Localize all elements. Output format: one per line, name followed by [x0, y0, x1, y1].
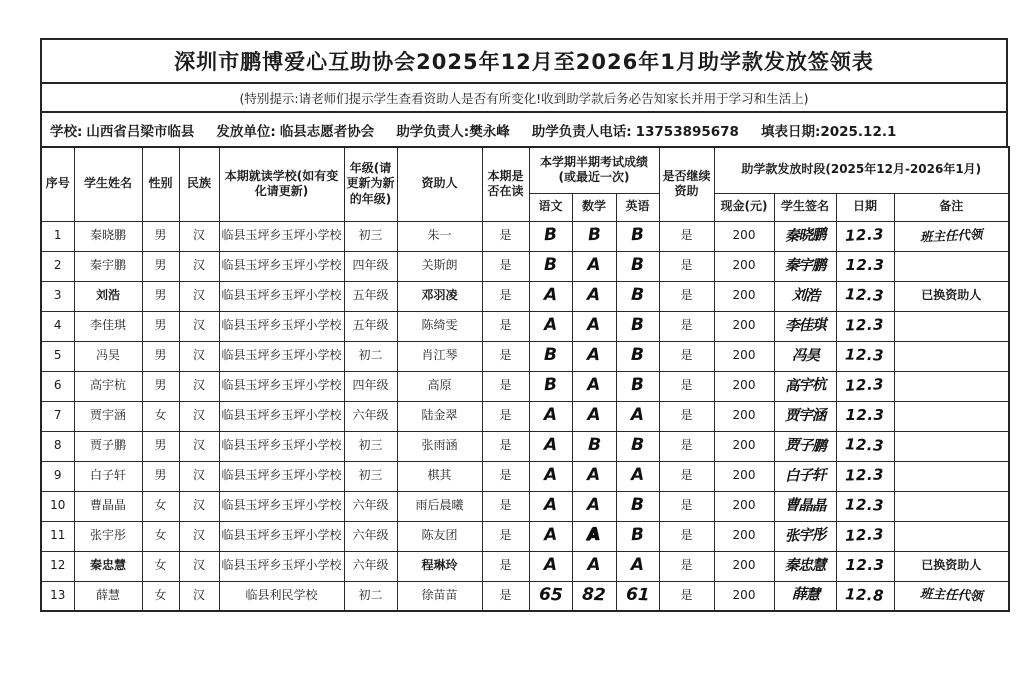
cell-remark [894, 311, 1009, 341]
cell-remark [894, 521, 1009, 551]
cell-date: 12.3 [836, 461, 894, 491]
table-row [41, 581, 1009, 611]
cell-school: 临县玉坪乡玉坪小学校 [219, 341, 344, 371]
cell-date: 12.3 [836, 281, 894, 311]
cell-score-english: B [616, 491, 659, 521]
info-phone [532, 120, 739, 140]
cell-remark [894, 461, 1009, 491]
cell-score-math: A [572, 461, 616, 491]
cell-gender: 男 [142, 281, 179, 311]
cell-school: 临县玉坪乡玉坪小学校 [219, 551, 344, 581]
col-header-school: 本期就读学校(如有变化请更新) [219, 147, 344, 221]
cell-remark: 班主任代领 [894, 221, 1009, 251]
cell-score-english: A [616, 401, 659, 431]
cell-gender: 男 [142, 461, 179, 491]
cell-score-math: A [572, 341, 616, 371]
cell-signature: 张宇彤 [774, 521, 836, 551]
cell-signature: 秦晓鹏 [774, 221, 836, 251]
cell-no: 4 [41, 311, 74, 341]
cell-school: 临县玉坪乡玉坪小学校 [219, 461, 344, 491]
cell-student-name: 秦忠慧 [74, 551, 142, 581]
info-fill-date-label: 填表日期: [760, 123, 821, 140]
cell-continue-funding: 是 [659, 341, 714, 371]
cell-student-name: 刘浩 [74, 281, 142, 311]
cell-student-name: 贾宇涵 [74, 401, 142, 431]
cell-signature: 白子轩 [774, 461, 836, 491]
cell-gender: 女 [142, 401, 179, 431]
cell-score-math: A [572, 551, 616, 581]
cell-remark [894, 251, 1009, 281]
cell-no: 11 [41, 521, 74, 551]
cell-cash: 200 [714, 551, 774, 581]
student-aid-table [40, 146, 1010, 612]
cell-signature: 高宇杭 [774, 371, 836, 401]
cell-enrolled: 是 [482, 491, 529, 521]
cell-gender: 男 [142, 251, 179, 281]
cell-grade: 初二 [344, 581, 397, 611]
info-fill-date-value: 2025.12.1 [820, 123, 897, 140]
info-issuer-value: 临县志愿者协会 [279, 123, 375, 140]
cell-signature: 秦宇鹏 [774, 251, 836, 281]
cell-date: 12.3 [836, 491, 894, 521]
cell-score-english: B [616, 311, 659, 341]
cell-score-chinese: A [529, 551, 572, 581]
cell-student-name: 薛慧 [74, 581, 142, 611]
col-header-gender: 性别 [142, 147, 179, 221]
cell-gender: 女 [142, 521, 179, 551]
cell-signature: 刘浩 [774, 281, 836, 311]
table-row [41, 281, 1009, 311]
cell-date: 12.3 [836, 371, 894, 401]
cell-grade: 五年级 [344, 311, 397, 341]
cell-continue-funding: 是 [659, 281, 714, 311]
cell-ethnicity: 汉 [179, 521, 219, 551]
cell-cash: 200 [714, 461, 774, 491]
cell-continue-funding: 是 [659, 311, 714, 341]
cell-score-english: B [616, 341, 659, 371]
cell-continue-funding: 是 [659, 371, 714, 401]
cell-gender: 女 [142, 551, 179, 581]
cell-date: 12.3 [836, 551, 894, 581]
cell-no: 8 [41, 431, 74, 461]
cell-score-english: B [616, 251, 659, 281]
cell-continue-funding: 是 [659, 521, 714, 551]
cell-sponsor: 陈友团 [397, 521, 482, 551]
table-header [41, 147, 1009, 221]
col-header-continue-funding: 是否继续资助 [659, 147, 714, 221]
cell-score-chinese: A [529, 311, 572, 341]
cell-school: 临县玉坪乡玉坪小学校 [219, 491, 344, 521]
cell-school: 临县玉坪乡玉坪小学校 [219, 401, 344, 431]
cell-score-chinese: A [529, 401, 572, 431]
cell-student-name: 李佳琪 [74, 311, 142, 341]
cell-date: 12.3 [836, 521, 894, 551]
cell-continue-funding: 是 [659, 251, 714, 281]
cell-gender: 女 [142, 491, 179, 521]
col-header-ethnicity: 民族 [179, 147, 219, 221]
cell-continue-funding: 是 [659, 461, 714, 491]
cell-student-name: 白子轩 [74, 461, 142, 491]
info-school-value: 山西省吕梁市临县 [86, 123, 195, 140]
cell-enrolled: 是 [482, 521, 529, 551]
cell-remark [894, 401, 1009, 431]
info-manager-label: 助学负责人: [396, 123, 470, 140]
col-header-payment-group: 助学款发放时段(2025年12月-2026年1月) [714, 147, 1009, 193]
cell-score-english: A [616, 551, 659, 581]
cell-cash: 200 [714, 581, 774, 611]
cell-remark [894, 431, 1009, 461]
cell-no: 1 [41, 221, 74, 251]
cell-gender: 男 [142, 311, 179, 341]
cell-grade: 四年级 [344, 251, 397, 281]
cell-enrolled: 是 [482, 551, 529, 581]
cell-score-chinese: B [529, 341, 572, 371]
cell-signature: 李佳琪 [774, 311, 836, 341]
col-header-enrolled: 本期是否在读 [482, 147, 529, 221]
cell-cash: 200 [714, 341, 774, 371]
table-row [41, 491, 1009, 521]
cell-school: 临县利民学校 [219, 581, 344, 611]
cell-score-chinese: A [529, 491, 572, 521]
cell-cash: 200 [714, 521, 774, 551]
col-header-chinese: 语文 [529, 193, 572, 221]
cell-no: 5 [41, 341, 74, 371]
col-header-date: 日期 [836, 193, 894, 221]
cell-school: 临县玉坪乡玉坪小学校 [219, 311, 344, 341]
cell-gender: 男 [142, 371, 179, 401]
cell-cash: 200 [714, 311, 774, 341]
cell-student-name: 贾子鹏 [74, 431, 142, 461]
col-header-no: 序号 [41, 147, 74, 221]
table-row [41, 371, 1009, 401]
info-school [50, 120, 194, 140]
cell-cash: 200 [714, 401, 774, 431]
table-row [41, 341, 1009, 371]
cell-score-chinese: B [529, 371, 572, 401]
cell-student-name: 张宇彤 [74, 521, 142, 551]
cell-sponsor: 朱一 [397, 221, 482, 251]
cell-no: 10 [41, 491, 74, 521]
cell-ethnicity: 汉 [179, 281, 219, 311]
cell-date: 12.3 [836, 401, 894, 431]
cell-enrolled: 是 [482, 311, 529, 341]
cell-score-math: A [572, 371, 616, 401]
table-row [41, 401, 1009, 431]
form-title: 深圳市鹏博爱心互助协会2025年12月至2026年1月助学款发放签领表 [42, 40, 1006, 84]
cell-student-name: 曹晶晶 [74, 491, 142, 521]
col-header-english: 英语 [616, 193, 659, 221]
cell-score-english: 61 [616, 581, 659, 611]
cell-gender: 男 [142, 221, 179, 251]
cell-score-english: B [616, 371, 659, 401]
cell-no: 13 [41, 581, 74, 611]
cell-score-math: A [572, 311, 616, 341]
cell-continue-funding: 是 [659, 551, 714, 581]
cell-remark [894, 371, 1009, 401]
info-phone-value: 13753895678 [635, 123, 739, 140]
col-header-grade: 年级(请更新为新的年级) [344, 147, 397, 221]
cell-score-english: B [616, 521, 659, 551]
cell-ethnicity: 汉 [179, 341, 219, 371]
cell-grade: 初三 [344, 431, 397, 461]
cell-signature: 贾子鹏 [774, 431, 836, 461]
cell-ethnicity: 汉 [179, 311, 219, 341]
cell-score-math: A [572, 251, 616, 281]
cell-score-math: A [572, 491, 616, 521]
cell-date: 12.3 [836, 251, 894, 281]
cell-date: 12.3 [836, 431, 894, 461]
cell-sponsor: 陈绮雯 [397, 311, 482, 341]
cell-ethnicity: 汉 [179, 371, 219, 401]
cell-sponsor: 高原 [397, 371, 482, 401]
cell-gender: 男 [142, 431, 179, 461]
cell-score-chinese: B [529, 251, 572, 281]
cell-date: 12.3 [836, 311, 894, 341]
cell-sponsor: 肖江琴 [397, 341, 482, 371]
cell-no: 9 [41, 461, 74, 491]
cell-score-math: B [572, 221, 616, 251]
cell-signature: 曹晶晶 [774, 491, 836, 521]
cell-grade: 初三 [344, 221, 397, 251]
cell-ethnicity: 汉 [179, 461, 219, 491]
cell-no: 7 [41, 401, 74, 431]
table-row [41, 251, 1009, 281]
cell-school: 临县玉坪乡玉坪小学校 [219, 281, 344, 311]
cell-remark [894, 341, 1009, 371]
cell-score-english: B [616, 431, 659, 461]
cell-sponsor: 邓羽凌 [397, 281, 482, 311]
cell-score-math: A [572, 401, 616, 431]
info-phone-label: 助学负责人电话: [531, 123, 632, 140]
cell-signature: 秦忠慧 [774, 551, 836, 581]
cell-school: 临县玉坪乡玉坪小学校 [219, 431, 344, 461]
cell-school: 临县玉坪乡玉坪小学校 [219, 371, 344, 401]
cell-gender: 男 [142, 341, 179, 371]
col-header-signature: 学生签名 [774, 193, 836, 221]
cell-sponsor: 雨后晨曦 [397, 491, 482, 521]
cell-grade: 六年级 [344, 521, 397, 551]
cell-cash: 200 [714, 491, 774, 521]
cell-score-chinese: 65 [529, 581, 572, 611]
cell-school: 临县玉坪乡玉坪小学校 [219, 251, 344, 281]
cell-cash: 200 [714, 221, 774, 251]
form-info-row [42, 113, 1006, 146]
cell-grade: 六年级 [344, 551, 397, 581]
form-notice: (特别提示:请老师们提示学生查看资助人是否有所变化!收到助学款后务必告知家长并用于学习和生活上) [42, 84, 1006, 113]
cell-ethnicity: 汉 [179, 251, 219, 281]
cell-score-english: B [616, 221, 659, 251]
cell-enrolled: 是 [482, 221, 529, 251]
cell-enrolled: 是 [482, 371, 529, 401]
cell-continue-funding: 是 [659, 221, 714, 251]
cell-no: 12 [41, 551, 74, 581]
cell-student-name: 高宇杭 [74, 371, 142, 401]
cell-score-chinese: A [529, 461, 572, 491]
cell-score-math: B [572, 431, 616, 461]
cell-sponsor: 程琳玲 [397, 551, 482, 581]
col-header-student-name: 学生姓名 [74, 147, 142, 221]
cell-grade: 六年级 [344, 401, 397, 431]
cell-sponsor: 徐苗苗 [397, 581, 482, 611]
cell-signature: 薛慧 [774, 581, 836, 611]
cell-enrolled: 是 [482, 251, 529, 281]
cell-date: 12.3 [836, 221, 894, 251]
info-fill-date [761, 120, 896, 140]
cell-student-name: 秦宇鹏 [74, 251, 142, 281]
cell-student-name: 冯昊 [74, 341, 142, 371]
cell-score-english: B [616, 281, 659, 311]
cell-enrolled: 是 [482, 581, 529, 611]
info-manager [396, 120, 509, 140]
table-row [41, 311, 1009, 341]
cell-ethnicity: 汉 [179, 581, 219, 611]
cell-continue-funding: 是 [659, 581, 714, 611]
cell-sponsor: 关斯朗 [397, 251, 482, 281]
table-row [41, 521, 1009, 551]
cell-score-math: A [572, 521, 616, 551]
cell-ethnicity: 汉 [179, 551, 219, 581]
cell-grade: 六年级 [344, 491, 397, 521]
cell-sponsor: 棋其 [397, 461, 482, 491]
cell-grade: 四年级 [344, 371, 397, 401]
cell-ethnicity: 汉 [179, 221, 219, 251]
cell-enrolled: 是 [482, 341, 529, 371]
cell-grade: 初三 [344, 461, 397, 491]
cell-student-name: 秦晓鹏 [74, 221, 142, 251]
cell-cash: 200 [714, 251, 774, 281]
cell-remark [894, 491, 1009, 521]
scanned-form-sheet [40, 38, 1008, 612]
cell-school: 临县玉坪乡玉坪小学校 [219, 521, 344, 551]
cell-score-math: 82 [572, 581, 616, 611]
cell-score-chinese: A [529, 281, 572, 311]
cell-grade: 五年级 [344, 281, 397, 311]
cell-gender: 女 [142, 581, 179, 611]
cell-enrolled: 是 [482, 401, 529, 431]
cell-ethnicity: 汉 [179, 431, 219, 461]
cell-score-chinese: A [529, 431, 572, 461]
cell-ethnicity: 汉 [179, 401, 219, 431]
cell-school: 临县玉坪乡玉坪小学校 [219, 221, 344, 251]
table-row [41, 221, 1009, 251]
cell-continue-funding: 是 [659, 491, 714, 521]
info-manager-value: 樊永峰 [469, 123, 510, 140]
cell-no: 2 [41, 251, 74, 281]
cell-score-math: A [572, 281, 616, 311]
info-issuer [216, 120, 374, 140]
cell-no: 3 [41, 281, 74, 311]
cell-no: 6 [41, 371, 74, 401]
cell-grade: 初二 [344, 341, 397, 371]
info-issuer-label: 发放单位: [216, 123, 276, 140]
table-row [41, 461, 1009, 491]
col-header-cash: 现金(元) [714, 193, 774, 221]
cell-enrolled: 是 [482, 431, 529, 461]
cell-cash: 200 [714, 431, 774, 461]
cell-sponsor: 张雨涵 [397, 431, 482, 461]
col-header-remark: 备注 [894, 193, 1009, 221]
cell-score-english: A [616, 461, 659, 491]
cell-enrolled: 是 [482, 461, 529, 491]
cell-cash: 200 [714, 281, 774, 311]
cell-date: 12.8 [836, 581, 894, 611]
cell-score-chinese: A [529, 521, 572, 551]
student-table-body [41, 221, 1009, 611]
cell-continue-funding: 是 [659, 401, 714, 431]
cell-date: 12.3 [836, 341, 894, 371]
table-row [41, 431, 1009, 461]
cell-ethnicity: 汉 [179, 491, 219, 521]
cell-score-chinese: B [529, 221, 572, 251]
cell-remark: 已换资助人 [894, 551, 1009, 581]
cell-sponsor: 陆金翠 [397, 401, 482, 431]
cell-signature: 冯昊 [774, 341, 836, 371]
cell-signature: 贾宇涵 [774, 401, 836, 431]
info-school-label: 学校: [50, 123, 83, 140]
document-header-frame [40, 38, 1008, 146]
cell-remark: 已换资助人 [894, 281, 1009, 311]
cell-cash: 200 [714, 371, 774, 401]
cell-continue-funding: 是 [659, 431, 714, 461]
col-header-sponsor: 资助人 [397, 147, 482, 221]
table-row [41, 551, 1009, 581]
cell-enrolled: 是 [482, 281, 529, 311]
col-header-exam-group: 本学期半期考试成绩(或最近一次) [529, 147, 659, 193]
col-header-math: 数学 [572, 193, 616, 221]
cell-remark: 班主任代领 [894, 581, 1009, 611]
